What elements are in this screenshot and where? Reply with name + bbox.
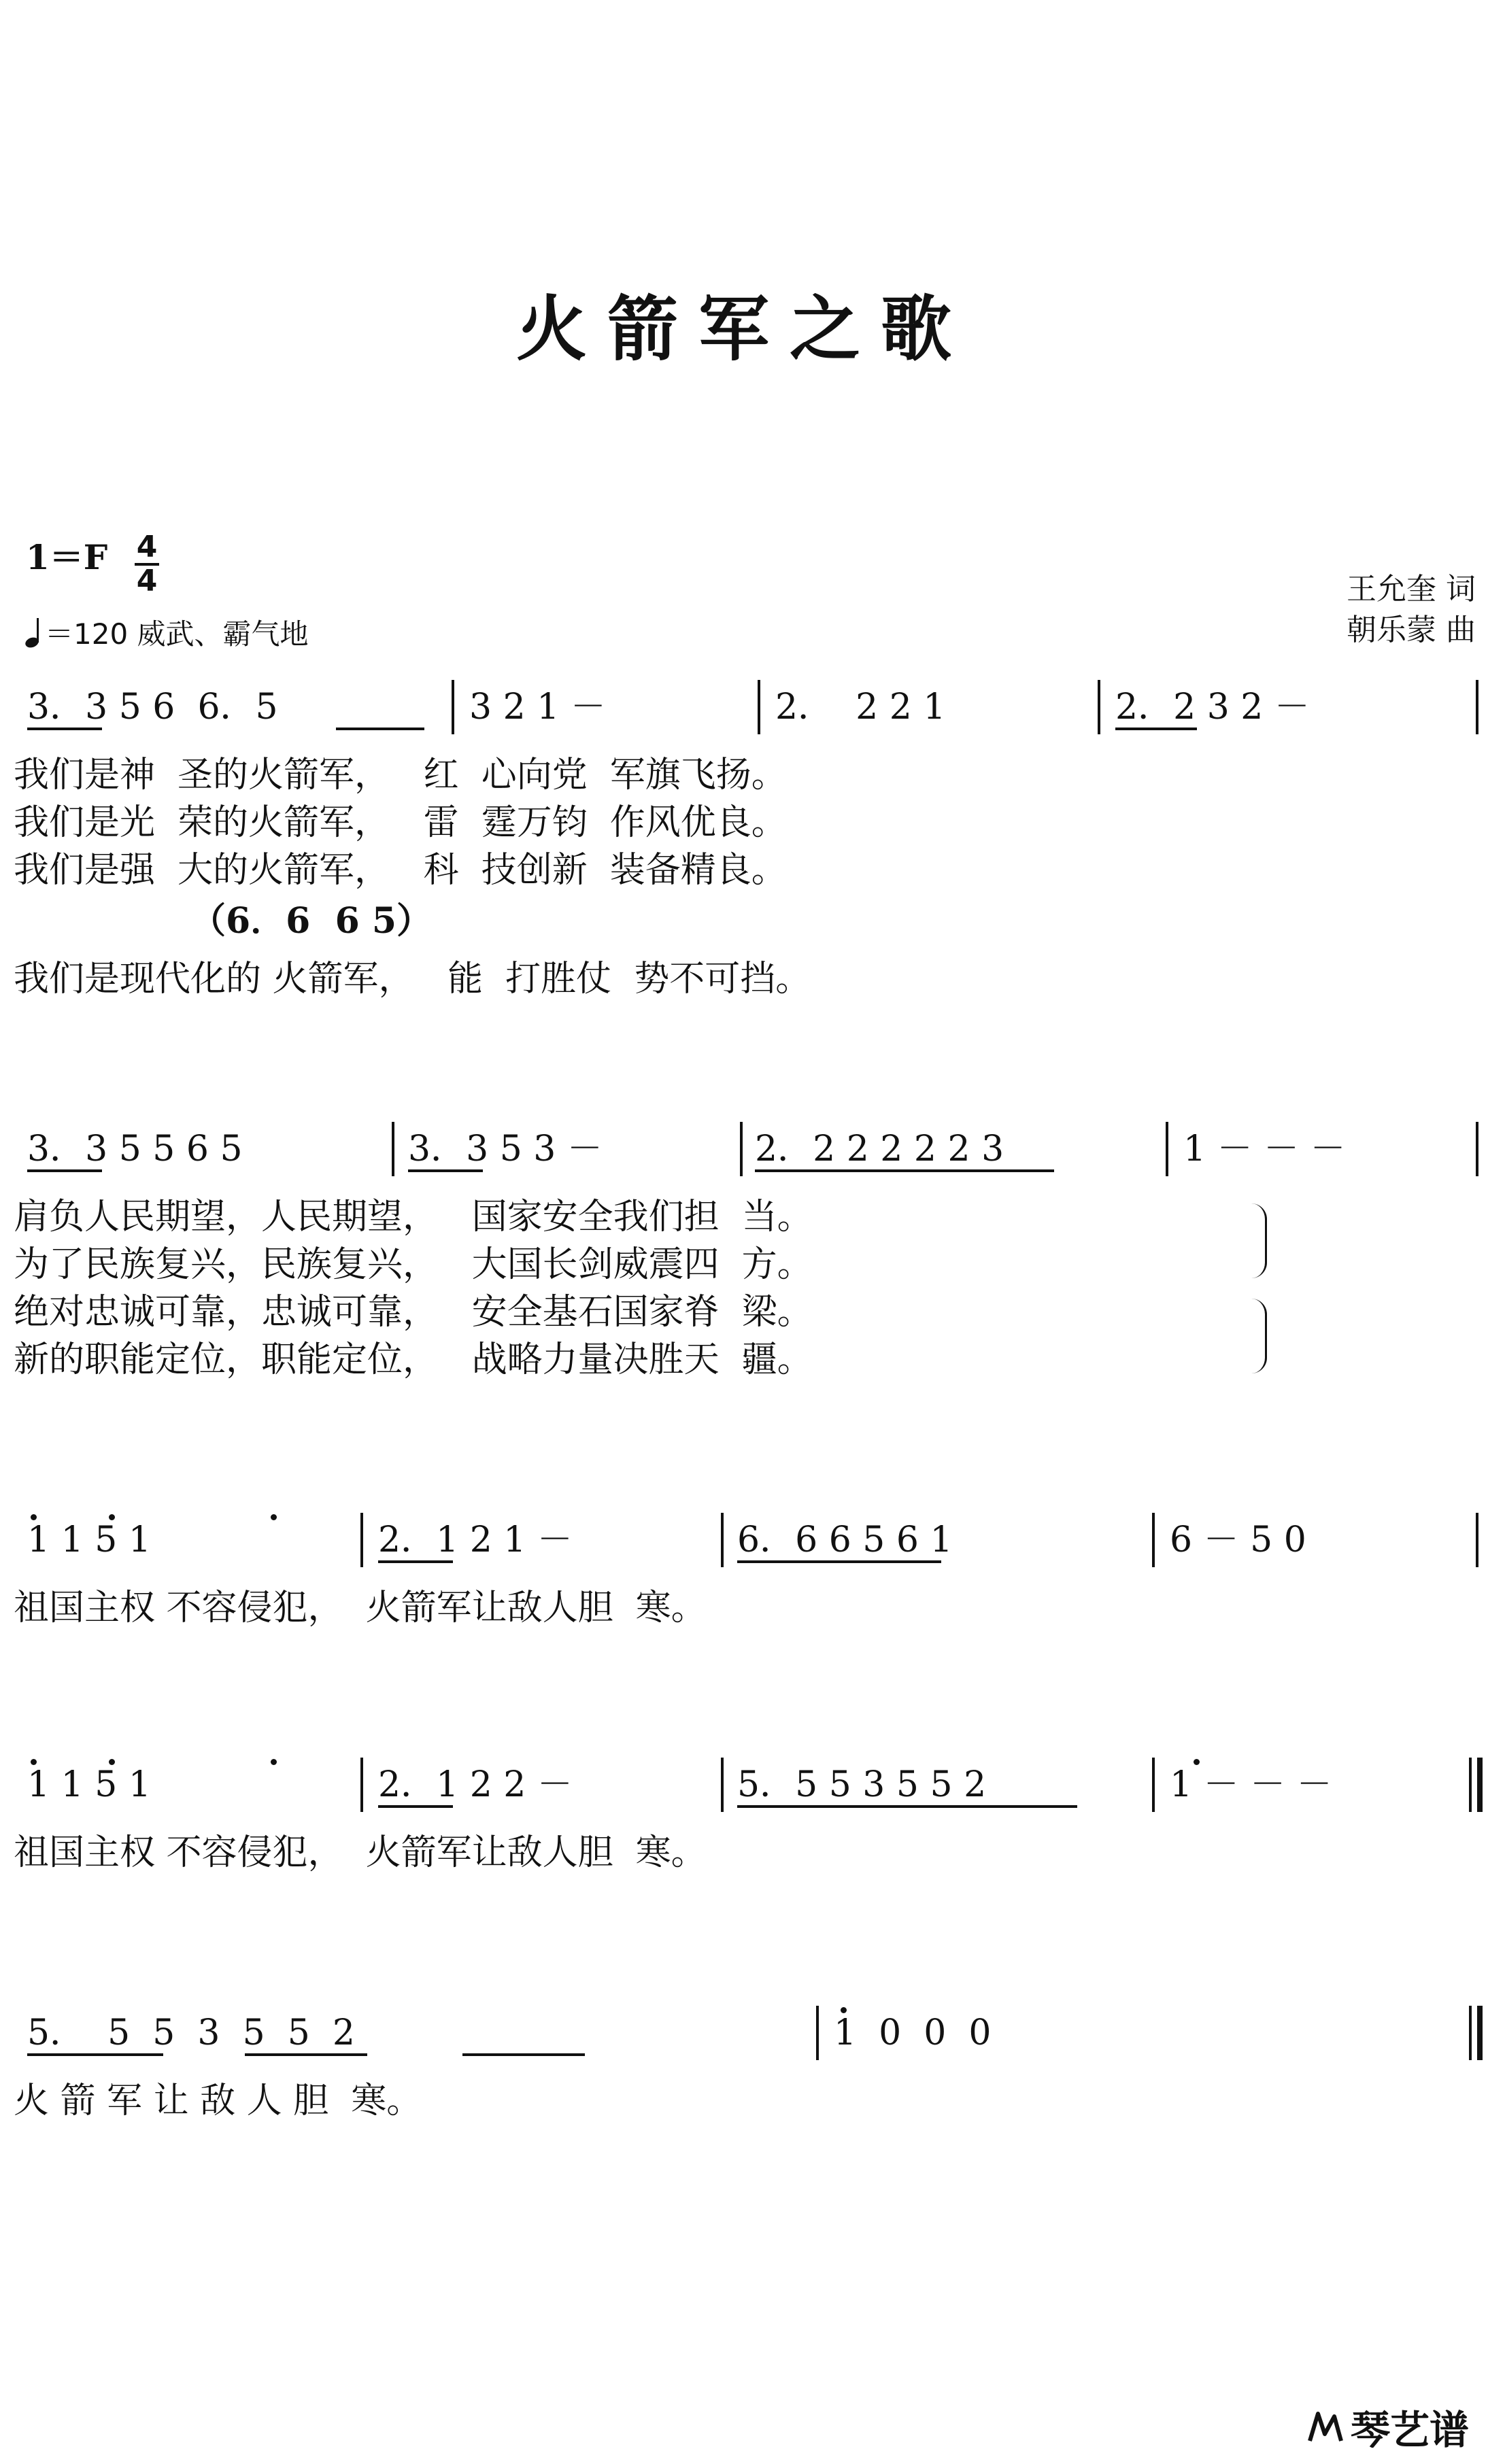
logo-text: 琴艺谱 — [1350, 2407, 1469, 2453]
underline-beam — [336, 728, 424, 730]
lyric-line-1: 祖国主权 不容侵犯， 火箭军让敌人胆 寒。 — [14, 1588, 707, 1628]
measure-notes: 6 － 5 0 — [1170, 1520, 1306, 1560]
bar-line — [721, 1513, 724, 1567]
underline-beam — [737, 1560, 941, 1563]
high-octave-dot — [271, 1759, 277, 1765]
measure-notes: 2．1 2 2 － — [378, 1764, 573, 1805]
repeat-end-bar-thick — [1477, 1758, 1483, 1812]
final-bar-thick — [1477, 2006, 1483, 2060]
underline-beam — [378, 1805, 453, 1808]
measure-notes: 1 － － － — [1183, 1129, 1346, 1169]
bar-line — [1152, 1513, 1155, 1567]
quarter-note-icon — [24, 617, 45, 648]
lyric-line-1: 祖国主权 不容侵犯， 火箭军让敌人胆 寒。 — [14, 1832, 707, 1873]
repeat-end-bar — [1469, 1758, 1472, 1812]
measure-notes: 1 1 5 1 — [27, 1764, 151, 1805]
measure-notes: 2．1 2 1 － — [378, 1520, 573, 1560]
underline-beam — [378, 1560, 453, 1563]
time-signature-top: 4 — [136, 530, 158, 564]
bar-line — [1476, 1122, 1478, 1176]
composer-credit: 朝乐蒙 曲 — [1347, 613, 1476, 647]
repeat-brace — [1251, 1203, 1267, 1278]
bar-line — [1152, 1758, 1155, 1812]
measure-notes: 1 0 0 0 — [834, 2013, 992, 2053]
score-row-2 — [0, 1122, 1488, 1394]
measure-notes: 5． 5 5 3 5 5 2 — [27, 2013, 355, 2053]
lyric-line-3: 我们是强 大的火箭军， 科 技创新 装备精良。 — [14, 850, 787, 891]
bar-line — [360, 1758, 363, 1812]
lyric-line-1: 火 箭 军 让 敌 人 胆 寒。 — [14, 2081, 422, 2121]
measure-notes: 2． 2 2 1 — [775, 687, 946, 728]
bar-line — [392, 1122, 394, 1176]
key-signature: 1＝F — [26, 537, 108, 577]
song-title: 火箭军之歌 — [515, 287, 972, 371]
underline-beam — [462, 2053, 585, 2056]
score-row-5 — [0, 2006, 1488, 2142]
bar-line — [1476, 1513, 1478, 1567]
bar-line — [360, 1513, 363, 1567]
tempo-marking — [24, 612, 309, 653]
measure-notes: 5．5 5 3 5 5 2 — [737, 1764, 987, 1805]
lyric-line-1: 我们是神 圣的火箭军， 红 心向党 军旗飞扬。 — [14, 755, 787, 795]
score-row-1 — [0, 680, 1488, 999]
lyric-line-2: 为了民族复兴，民族复兴， 大国长剑威震四 方。 — [14, 1244, 813, 1285]
measure-notes: 2．2 3 2 － — [1115, 687, 1310, 728]
time-signature-bottom: 4 — [136, 564, 158, 598]
measure-notes: 6．6 6 5 6 1 — [737, 1520, 953, 1560]
lyric-line-3: 绝对忠诚可靠，忠诚可靠， 安全基石国家脊 梁。 — [14, 1292, 813, 1333]
lyricist-credit: 王允奎 词 — [1347, 572, 1476, 606]
bar-line — [452, 680, 454, 734]
underline-beam — [27, 728, 102, 730]
underline-beam — [245, 2053, 367, 2056]
bar-line — [758, 680, 760, 734]
site-logo — [1304, 2398, 1469, 2457]
time-signature — [133, 532, 160, 597]
bar-line — [816, 2006, 819, 2060]
logo-mark-icon — [1304, 2407, 1345, 2457]
score-row-3 — [0, 1513, 1488, 1649]
final-bar — [1469, 2006, 1472, 2060]
lyric-line-1: 肩负人民期望，人民期望， 国家安全我们担 当。 — [14, 1197, 813, 1237]
underline-beam — [27, 2053, 163, 2056]
lyric-line-4: 我们是现代化的 火箭军， 能 打胜仗 势不可挡。 — [14, 959, 811, 999]
measure-notes: 3．3 5 5 6 5 — [27, 1129, 243, 1169]
bar-line — [1476, 680, 1478, 734]
underline-beam — [1115, 728, 1197, 730]
tempo-text: ＝120 威武、霸气地 — [45, 617, 309, 651]
high-octave-dot — [271, 1514, 277, 1520]
score-row-4 — [0, 1758, 1488, 1894]
measure-notes: 3．3 5 6 6．5 — [27, 687, 278, 728]
underline-beam — [755, 1169, 1054, 1172]
alt-notes: （6．6 6 5） — [190, 900, 433, 942]
lyric-line-4: 新的职能定位，职能定位， 战略力量决胜天 疆。 — [14, 1339, 813, 1380]
bar-line — [740, 1122, 743, 1176]
measure-notes: 3 2 1 － — [469, 687, 606, 728]
bar-line — [1098, 680, 1100, 734]
measure-notes: 2．2 2 2 2 2 3 — [755, 1129, 1004, 1169]
measure-notes: 1 － － － — [1170, 1764, 1332, 1805]
underline-beam — [737, 1805, 1077, 1808]
measure-notes: 3．3 5 3 － — [408, 1129, 603, 1169]
lyric-line-2: 我们是光 荣的火箭军， 雷 霆万钧 作风优良。 — [14, 802, 787, 843]
repeat-brace — [1251, 1299, 1267, 1373]
measure-notes: 1 1 5 1 — [27, 1520, 151, 1560]
bar-line — [721, 1758, 724, 1812]
bar-line — [1166, 1122, 1168, 1176]
underline-beam — [408, 1169, 483, 1172]
underline-beam — [27, 1169, 102, 1172]
